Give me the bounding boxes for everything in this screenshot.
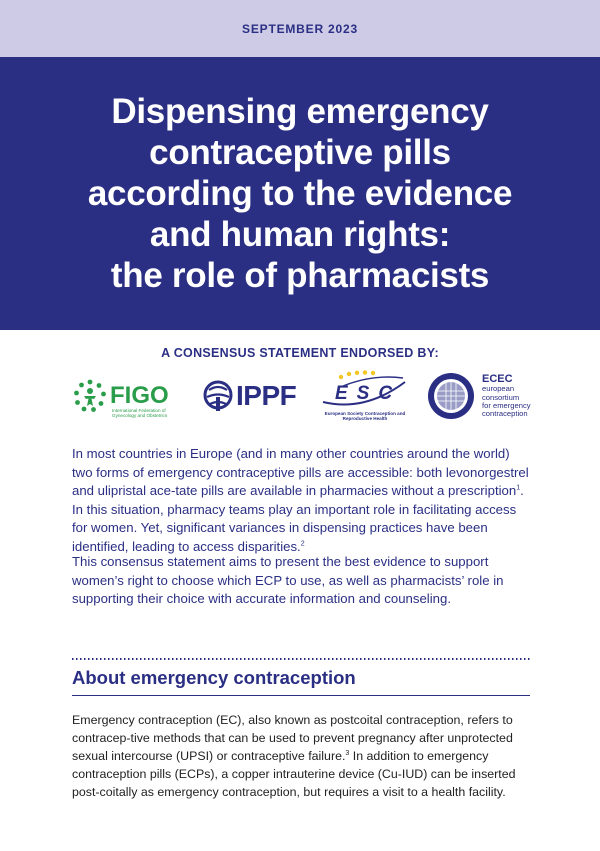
figo-wordmark: FIGO [110, 382, 169, 409]
dotted-divider [72, 658, 530, 660]
title-line: Dispensing emergency [111, 92, 489, 131]
section-text: In addition to emergency contraception pills (ECPs), a copper intrauterine device (Cu-IUD) can be inserted post-coitally as emergency contraception, but requires a visit to a health facility. [72, 749, 516, 799]
esc-wordmark: ESC [335, 383, 402, 404]
ecec-logo [426, 371, 531, 421]
section-heading: About emergency contraception [72, 667, 356, 688]
title-line: contraceptive pills [149, 133, 451, 172]
title-block [0, 57, 600, 330]
ecec-circle-icon [426, 371, 476, 421]
footnote-ref: 1 [516, 484, 521, 492]
ecec-subtitle-line: for emergency [482, 401, 531, 410]
esc-logo [317, 370, 413, 426]
publication-date: SEPTEMBER 2023 [242, 21, 358, 36]
ippf-globe-icon [203, 380, 233, 412]
endorsement-heading: A CONSENSUS STATEMENT ENDORSED BY: [161, 346, 439, 360]
section-text: Emergency contraception (EC), also known as postcoital contraception, refers to contracep-tive methods that can be used to prevent pregnancy after unprotected sexual intercourse (UPSI) or contraceptive failure. [72, 713, 513, 763]
footnote-ref: 3 [345, 749, 350, 757]
ecec-subtitle-line: contraception [482, 409, 528, 419]
title-line: according to the evidence [87, 174, 513, 213]
section-paragraph [72, 711, 530, 801]
date-band [0, 0, 600, 57]
intro-paragraph-2: This consensus statement aims to present the best evidence to support women’s right to choose which ECP to use, as well as pharmacists’ role in supporting their choice with accurate information and counseling. [72, 554, 504, 606]
intro-text: In most countries in Europe (and in many other countries around the world) two forms of emergency contraceptive pills are accessible: both levonorgestrel and ulipristal ace-tate pills are available in pharmacies without a prescription [72, 446, 529, 498]
title-line: and human rights: [149, 215, 451, 254]
footnote-ref: 2 [300, 540, 305, 548]
intro-paragraph-1 [72, 445, 532, 556]
figo-subtitle: International Federation of Gynecology and Obstetrics [112, 408, 168, 419]
document-title [40, 91, 560, 296]
figo-logo [72, 378, 169, 419]
intro-text: . In this situation, pharmacy teams play an important role in facilitating access for women. Yet, significant variances in dispensing practices have been identified, leading to access disparities. [72, 483, 524, 554]
ippf-logo [203, 380, 296, 412]
esc-subtitle: European Society Contraception and Reproductive Health [324, 411, 406, 422]
endorser-logos [0, 366, 600, 426]
ecec-subtitle-line: consortium [482, 392, 520, 402]
ecec-wordmark: ECEC [482, 373, 513, 386]
ecec-text [482, 373, 531, 419]
ippf-wordmark: IPPF [236, 380, 297, 411]
figo-emblem-icon [72, 378, 108, 414]
title-line: the role of pharmacists [110, 256, 490, 295]
section-rule [72, 695, 530, 696]
ecec-subtitle-line: european [482, 384, 515, 394]
